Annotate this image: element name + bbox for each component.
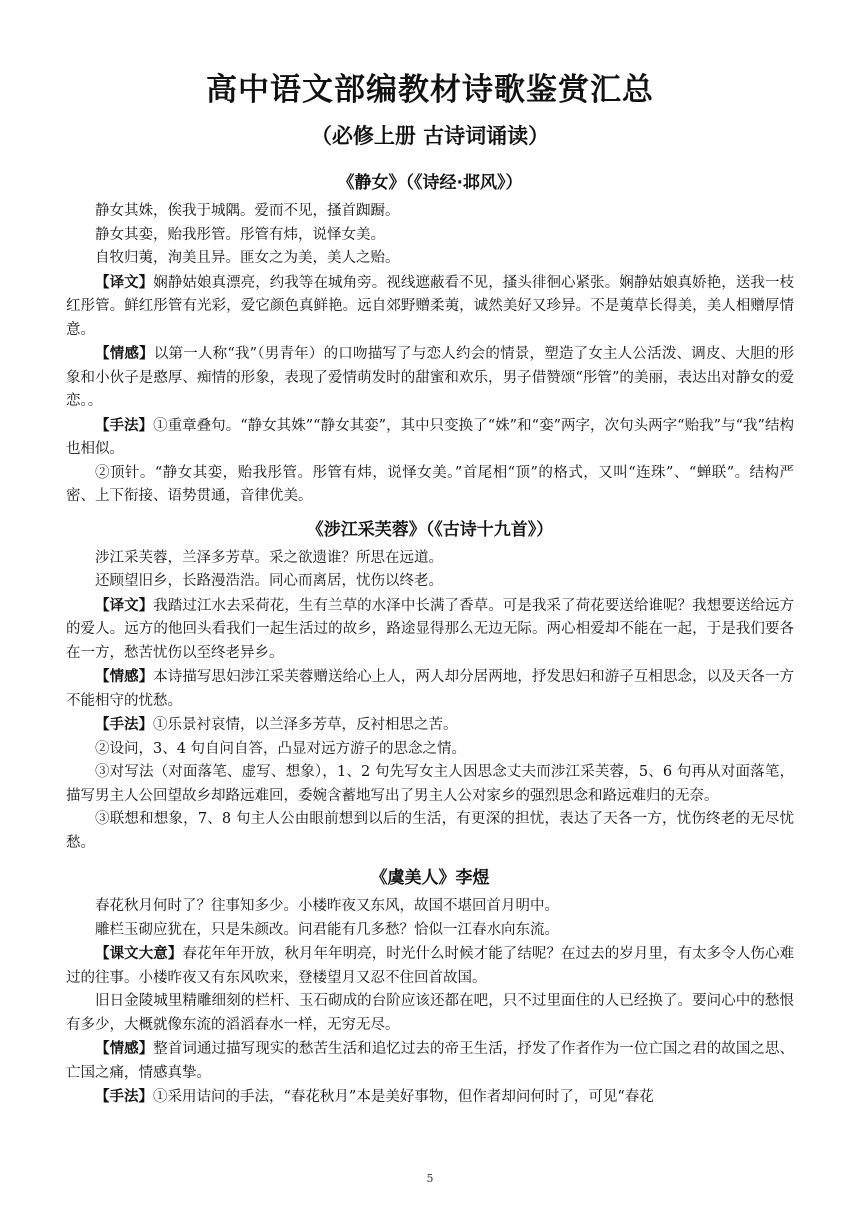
technique-paragraph: ②顶针。“静女其娈，贻我彤管。彤管有炜，说怿女美。”首尾相“顶”的格式，又叫“连珠”、“蝉联”。结构严密、上下衔接、语势贯通，音律优美。 — [66, 464, 794, 504]
paragraph-tag: 【译文】 — [95, 273, 154, 291]
paragraph-tag: 【情感】 — [95, 345, 154, 362]
paragraph-tag: 【译文】 — [95, 596, 154, 614]
emotion-paragraph: 【情感】本诗描写思妇涉江采芙蓉赠送给心上人，两人却分居两地，抒发思妇和游子互相思念，以及天各一方不能相守的忧愁。 — [66, 668, 795, 709]
paragraph-tag: 【情感】 — [95, 668, 154, 685]
summary-paragraph: 旧日金陵城里精雕细刻的栏杆、玉石砌成的台阶应该还都在吧，只不过里面住的人已经换了。要问心中的愁恨有多少，大概就像东流的滔滔春水一样，无穷无尽。 — [66, 993, 794, 1033]
document-body — [66, 170, 794, 1110]
summary-paragraph: 【课文大意】春花年年开放，秋月年年明亮，时光什么时候才能了结呢？在过去的岁月里，有太多令人伤心难过的往事。小楼昨夜又有东风吹来，登楼望月又忍不住回首故国。 — [66, 945, 795, 986]
section-heading: 《涉江采芙蓉》（《古诗十九首》） — [306, 519, 554, 540]
poem-line: 还顾望旧乡，长路漫浩浩。同心而离居，忧伤以终老。 — [95, 573, 443, 589]
translation-paragraph: 【译文】娴静姑娘真漂亮，约我等在城角旁。视线遮蔽看不见，搔头徘徊心紧张。娴静姑娘真娇艳，送我一枝红彤管。鲜红彤管有光彩，爱它颜色真鲜艳。远自郊野赠柔荑，诚然美好又珍异。不是荑草长得美，美人相赠厚情意。 — [66, 273, 795, 338]
paragraph-tag: 【手法】 — [95, 416, 154, 434]
paragraph-tag: 【课文大意】 — [95, 945, 183, 962]
poem-line: 自牧归荑，洵美且异。匪女之为美，美人之贻。 — [95, 250, 400, 266]
paragraph-tag: 【手法】 — [95, 716, 153, 733]
technique-paragraph: 【手法】①采用诘问的手法，“春花秋月”本是美好事物，但作者却问何时了，可见“春花 — [95, 1088, 654, 1105]
technique-paragraph: ③联想和想象，7、8 句主人公由眼前想到以后的生活，有更深的担忧，表达了天各一方，忧伤终老的无尽忧愁。 — [66, 811, 794, 851]
section-heading: 《静女》（《诗经·邶风》） — [337, 173, 523, 193]
document-subtitle: （必修上册 古诗词诵读） — [310, 124, 550, 148]
technique-paragraph: 【手法】①重章叠句。“静女其姝”“静女其娈”，其中只变换了“姝”和“娈”两字，次句头两字“贻我”与“我”结构也相似。 — [66, 416, 795, 457]
section-heading: 《虞美人》李煜 — [370, 868, 490, 888]
poem-line: 雕栏玉砌应犹在，只是朱颜改。问君能有几多愁？恰似一江春水向东流。 — [95, 921, 559, 938]
page-number: 5 — [426, 1172, 434, 1185]
poem-line: 静女其姝，俟我于城隅。爱而不见，搔首踟蹰。 — [95, 203, 400, 219]
translation-paragraph: 【译文】我踏过江水去采荷花，生有兰草的水泽中长满了香草。可是我采了荷花要送给谁呢？我想要送给远方的爱人。远方的他回头看我们一起生活过的故乡，路途显得那么无边无际。两心相爱却不能在一起，于是我们要各在一方，愁苦忧伤以至终老异乡。 — [66, 596, 795, 661]
poem-line: 涉江采芙蓉，兰泽多芳草。采之欲遗谁？所思在远道。 — [95, 549, 443, 566]
poem-line: 静女其娈，贻我彤管。彤管有炜，说怿女美。 — [95, 226, 385, 243]
paragraph-tag: 【手法】 — [95, 1088, 153, 1105]
paragraph-tag: 【情感】 — [95, 1040, 154, 1057]
technique-paragraph: ②设问，3、4 句自问自答，凸显对远方游子的思念之情。 — [95, 740, 467, 757]
emotion-paragraph: 【情感】整首词通过描写现实的愁苦生活和追忆过去的帝王生活，抒发了作者作为一位亡国之君的故国之思、亡国之痛，情感真挚。 — [66, 1040, 795, 1081]
poem-line: 春花秋月何时了？往事知多少。小楼昨夜又东风，故国不堪回首月明中。 — [95, 898, 559, 914]
emotion-paragraph: 【情感】以第一人称“我”（男青年）的口吻描写了与恋人约会的情景，塑造了女主人公活泼、调皮、大胆的形象和小伙子是憨厚、痴情的形象，表现了爱情萌发时的甜蜜和欢乐，男子借赞颂“彤管”的美丽，表达出对静女的爱恋。。 — [66, 345, 794, 409]
document-title: 高中语文部编教材诗歌鉴赏汇总 — [206, 72, 654, 108]
technique-paragraph: 【手法】①乐景衬哀情，以兰泽多芳草，反衬相思之苦。 — [95, 716, 458, 733]
technique-paragraph: ③对写法（对面落笔、虚写、想象），1、2 句先写女主人因思念丈夫而涉江采芙蓉，5、6 句再从对面落笔，描写男主人公回望故乡却路远难回，委婉含蓄地写出了男主人公对家乡的强烈思念和路远难归的无奈。 — [66, 764, 794, 804]
